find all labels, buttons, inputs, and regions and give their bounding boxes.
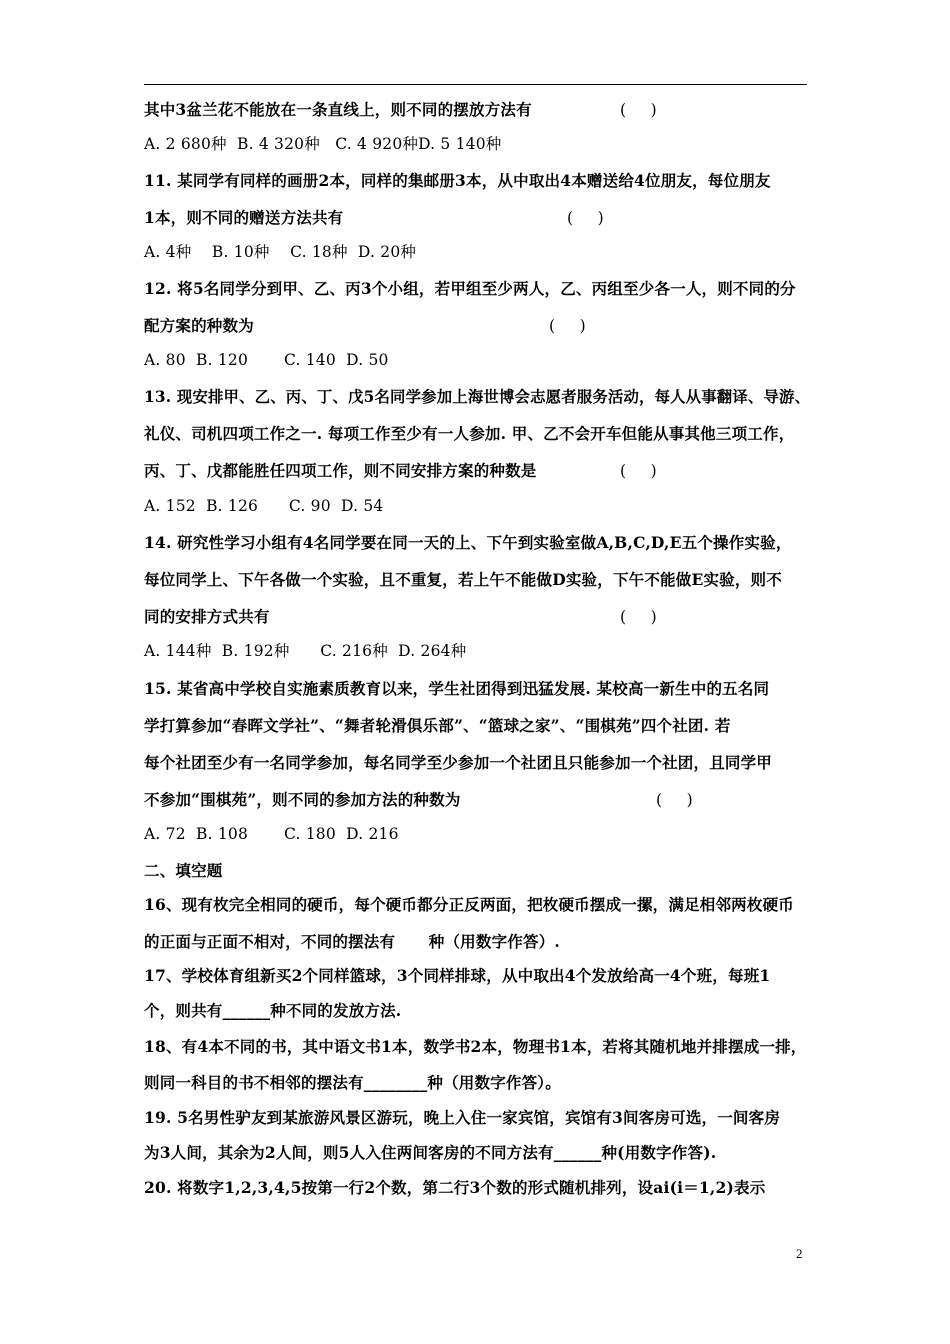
answer-blank-11: ( ) — [567, 209, 604, 227]
question-16-line-2: 的正面与正面不相对，不同的摆法有 种（用数字作答）. — [144, 932, 560, 951]
question-14-line-2: 每位同学上、下午各做一个实验，且不重复，若上午不能做D实验，下午不能做E实验，则不 — [144, 570, 782, 589]
options-13: A. 152 B. 126 C. 90 D. 54 — [144, 497, 384, 515]
question-12-line-2: 配方案的种数为 — [144, 316, 254, 335]
question-11-line-2: 1本，则不同的赠送方法共有 — [144, 208, 344, 227]
header-rule — [144, 84, 807, 85]
options-14: A. 144种 B. 192种 C. 216种 D. 264种 — [144, 642, 467, 660]
question-13-line-3: 丙、丁、戊都能胜任四项工作，则不同安排方案的种数是 — [144, 461, 537, 480]
options-15: A. 72 B. 108 C. 180 D. 216 — [144, 825, 399, 843]
question-12-line-1: 12. 将5名同学分到甲、乙、丙3个小组，若甲组至少两人，乙、丙组至少各一人，则不同的分 — [144, 279, 796, 298]
answer-blank-15: ( ) — [656, 791, 693, 809]
question-15-line-1: 15. 某省高中学校自实施素质教育以来，学生社团得到迅猛发展. 某校高一新生中的五名同 — [144, 679, 770, 698]
question-18-line-1: 18、有4本不同的书，其中语文书1本，数学书2本，物理书1本，若将其随机地并排摆成一排， — [144, 1037, 807, 1056]
question-19-line-2: 为3人间，其余为2人间，则5人入住两间客房的不同方法有______种(用数字作答). — [144, 1143, 717, 1162]
question-14-line-1: 14. 研究性学习小组有4名同学要在同一天的上、下午到实验室做A,B,C,D,E五个操作实验， — [144, 533, 792, 552]
answer-blank-10: ( ) — [620, 101, 657, 119]
options-12: A. 80 B. 120 C. 140 D. 50 — [144, 351, 389, 369]
answer-blank-12: ( ) — [549, 317, 586, 335]
question-13-line-2: 礼仪、司机四项工作之一. 每项工作至少有一人参加. 甲、乙不会开车但能从事其他三项工作， — [144, 424, 795, 443]
question-15-line-4: 不参加“围棋苑”，则不同的参加方法的种数为 — [144, 790, 461, 809]
question-15-line-2: 学打算参加“春晖文学社”、“舞者轮滑俱乐部”、“篮球之家”、“围棋苑”四个社团. 若 — [144, 716, 731, 735]
question-16-line-1: 16、现有枚完全相同的硬币，每个硬币都分正反两面，把枚硬币摆成一摞，满足相邻两枚硬币 — [144, 895, 794, 914]
question-14-line-3: 同的安排方式共有 — [144, 607, 270, 626]
question-19-line-1: 19. 5名男性驴友到某旅游风景区游玩，晚上入住一家宾馆，宾馆有3间客房可选，一间客房 — [144, 1108, 781, 1127]
options-11: A. 4种 B. 10种 C. 18种 D. 20种 — [144, 243, 417, 261]
question-11-line-1: 11. 某同学有同样的画册2本，同样的集邮册3本，从中取出4本赠送给4位朋友，每位朋友 — [144, 171, 771, 190]
question-17-line-2: 个，则共有______种不同的发放方法. — [144, 1001, 402, 1020]
question-20-line-1: 20. 将数字1,2,3,4,5按第一行2个数，第二行3个数的形式随机排列，设ai(i＝1,2)表示 — [144, 1178, 766, 1197]
section-heading-fill-in: 二、填空题 — [144, 861, 223, 880]
question-13-line-1: 13. 现安排甲、乙、丙、丁、戊5名同学参加上海世博会志愿者服务活动，每人从事翻译、导游、 — [144, 387, 811, 406]
page-number: 2 — [796, 1246, 803, 1261]
question-17-line-1: 17、学校体育组新买2个同样篮球，3个同样排球，从中取出4个发放给高一4个班，每班1 — [144, 966, 771, 985]
answer-blank-13: ( ) — [620, 462, 657, 480]
question-18-line-2: 则同一科目的书不相邻的摆法有________种（用数字作答）。 — [144, 1073, 561, 1092]
answer-blank-14: ( ) — [620, 608, 657, 626]
options-10: A. 2 680种 B. 4 320种 C. 4 920种D. 5 140种 — [144, 135, 502, 153]
question-15-line-3: 每个社团至少有一名同学参加，每名同学至少参加一个社团且只能参加一个社团，且同学甲 — [144, 753, 773, 772]
question-10-tail: 其中3盆兰花不能放在一条直线上，则不同的摆放方法有 — [144, 100, 532, 119]
